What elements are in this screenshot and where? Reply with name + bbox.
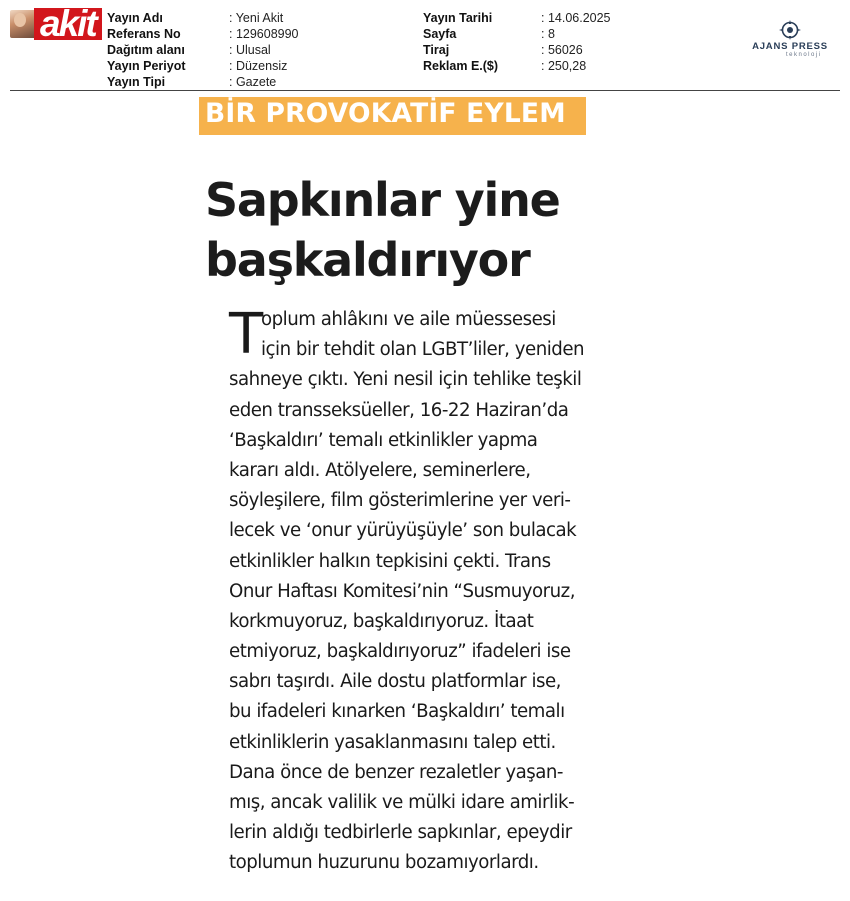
metadata-right: [423, 10, 611, 74]
meta-value: : 129608990: [229, 27, 299, 41]
body-line: korkmuyoruz, başkaldırıyoruz. İtaat: [229, 610, 534, 632]
headline: [205, 170, 625, 290]
meta-label: Tiraj: [423, 43, 450, 57]
meta-value: : Düzensiz: [229, 59, 288, 73]
body-line: lerin aldığı tedbirlerle sapkınlar, epeydir: [229, 822, 572, 844]
meta-row: [423, 42, 611, 58]
body-line: ‘Başkaldırı’ temalı etkinlikler yapma: [229, 429, 538, 451]
body-line: toplumun huzurunu bozamıyorlardı.: [229, 852, 539, 874]
meta-row: [107, 42, 299, 58]
kicker: BİR PROVOKATİF EYLEM: [205, 98, 566, 129]
body-line: sabrı taşırdı. Aile dostu platformlar ise,: [229, 671, 561, 693]
header-divider: [10, 90, 840, 91]
meta-row: [107, 26, 299, 42]
body-line: etmiyoruz, başkaldırıyoruz” ifadeleri ise: [229, 641, 571, 663]
body-line: söyleşilere, film gösterimlerine yer veri-: [229, 490, 571, 512]
ajans-press-logo: [740, 20, 840, 60]
meta-value: : 250,28: [541, 59, 587, 73]
meta-value: : Yeni Akit: [229, 11, 284, 25]
article-body: [229, 302, 661, 879]
meta-label: Referans No: [107, 27, 181, 41]
body-line: kararı aldı. Atölyelere, seminerlere,: [229, 459, 531, 481]
logo-text: akit: [40, 3, 96, 44]
clipping-header: [0, 0, 850, 92]
meta-label: Reklam E.($): [423, 59, 499, 73]
meta-label: Dağıtım alanı: [107, 43, 185, 57]
body-line: Dana önce de benzer rezaletler yaşan-: [229, 761, 563, 783]
meta-row: [423, 10, 611, 26]
meta-value: : 56026: [541, 43, 583, 57]
body-line: için bir tehdit olan LGBT’liler, yeniden: [261, 339, 585, 361]
meta-value: : 8: [541, 27, 555, 41]
meta-label: Yayın Adı: [107, 11, 163, 25]
meta-row: [423, 58, 611, 74]
headline-line: başkaldırıyor: [205, 233, 530, 287]
meta-row: [107, 10, 299, 26]
meta-label: Yayın Periyot: [107, 59, 186, 73]
drop-cap: T: [229, 302, 264, 367]
meta-value: : Ulusal: [229, 43, 271, 57]
akit-logo: [10, 3, 102, 44]
body-line: lecek ve ‘onur yürüyüşüyle’ son bulacak: [229, 520, 577, 542]
meta-row: [423, 26, 611, 42]
body-line: etkinliklerin yasaklanmasını talep etti.: [229, 731, 556, 753]
meta-value: : 14.06.2025: [541, 11, 611, 25]
body-line: mış, ancak valilik ve mülki idare amirlik-: [229, 792, 575, 813]
body-line: bu ifadeleri kınarken ‘Başkaldırı’ temalı: [229, 701, 565, 723]
headline-line: Sapkınlar yine: [205, 173, 560, 227]
meta-value: : Gazete: [229, 75, 277, 89]
meta-row: [107, 74, 299, 90]
agency-name: AJANS PRESS: [752, 41, 828, 52]
body-line: eden transseksüeller, 16-22 Haziran’da: [229, 399, 569, 421]
metadata-left: [107, 10, 299, 90]
meta-label: Yayın Tarihi: [423, 11, 493, 25]
meta-row: [107, 58, 299, 74]
logo-photo-icon: [10, 10, 36, 38]
body-line: sahneye çıktı. Yeni nesil için tehlike teşkil: [229, 369, 582, 391]
meta-label: Yayın Tipi: [107, 75, 166, 89]
body-line: etkinlikler halkın tepkisini çekti. Trans: [229, 550, 551, 572]
compass-icon: [779, 20, 801, 40]
meta-label: Sayfa: [423, 27, 457, 41]
body-line: oplum ahlâkını ve aile müessesesi: [261, 309, 556, 330]
body-line: Onur Haftası Komitesi’nin “Susmuyoruz,: [229, 580, 575, 602]
agency-subtitle: teknoloji: [786, 52, 822, 58]
